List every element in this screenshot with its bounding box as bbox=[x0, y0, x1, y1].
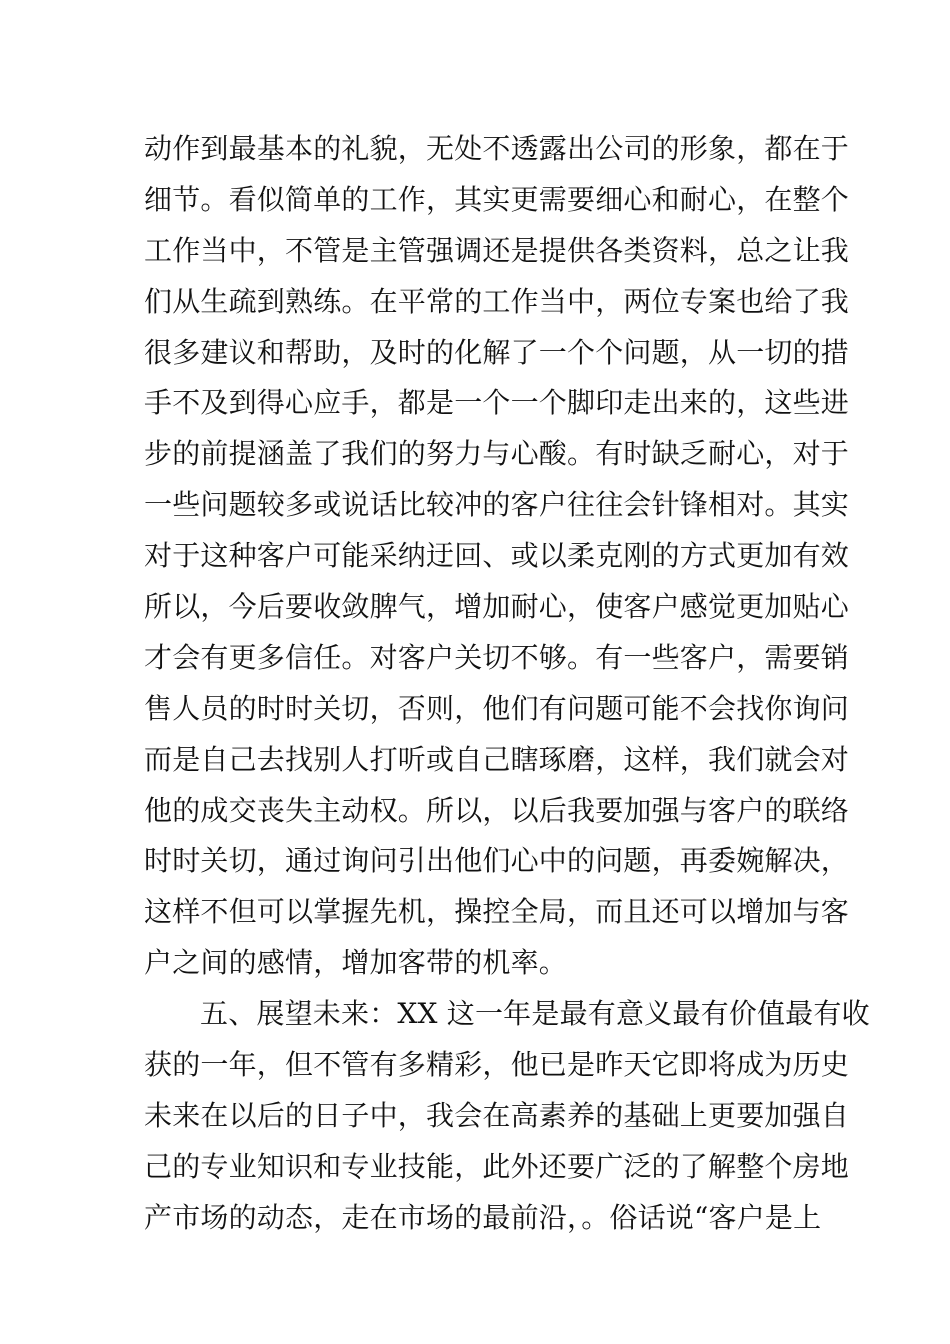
text-line: 售人员的时时关切，否则，他们有问题可能不会找你询问 bbox=[144, 691, 850, 725]
text-line: 己的专业知识和专业技能，此外还要广泛的了解整个房地 bbox=[144, 1149, 850, 1183]
text-line: 他的成交丧失主动权。所以，以后我要加强与客户的联络 bbox=[144, 793, 850, 827]
text-line: 手不及到得心应手，都是一个一个脚印走出来的，这些进 bbox=[144, 386, 850, 420]
text-line: 获的一年，但不管有多精彩，他已是昨天它即将成为历史 bbox=[144, 1048, 850, 1082]
text-line: 们从生疏到熟练。在平常的工作当中，两位专案也给了我 bbox=[144, 284, 850, 318]
text-line: 动作到最基本的礼貌，无处不透露出公司的形象，都在于 bbox=[144, 132, 850, 165]
text-line: 产市场的动态，走在市场的最前沿，。俗话说“客户是上 bbox=[144, 1200, 822, 1234]
text-line: 所以，今后要收敛脾气，增加耐心，使客户感觉更加贴心 bbox=[144, 590, 850, 624]
text-line: 步的前提涵盖了我们的努力与心酸。有时缺乏耐心，对于 bbox=[144, 437, 850, 471]
text-line: 工作当中，不管是主管强调还是提供各类资料，总之让我 bbox=[144, 233, 850, 267]
section-heading-line: 五、展望未来：XX 这一年是最有意义最有价值最有收 bbox=[200, 997, 870, 1031]
text-line: 才会有更多信任。对客户关切不够。有一些客户，需要销 bbox=[144, 640, 850, 674]
text-line: 未来在以后的日子中，我会在高素养的基础上更要加强自 bbox=[144, 1098, 850, 1132]
text-line: 户之间的感情，增加客带的机率。 bbox=[144, 946, 568, 980]
text-line: 时时关切，通过询问引出他们心中的问题，再委婉解决， bbox=[144, 844, 850, 878]
text-line: 对于这种客户可能采纳迂回、或以柔克刚的方式更加有效 bbox=[144, 539, 850, 573]
text-line: 细节。看似简单的工作，其实更需要细心和耐心，在整个 bbox=[144, 182, 850, 216]
text-line: 一些问题较多或说话比较冲的客户往往会针锋相对。其实 bbox=[144, 488, 850, 522]
text-line: 很多建议和帮助，及时的化解了一个个问题，从一切的措 bbox=[144, 335, 850, 369]
text-line: 这样不但可以掌握先机，操控全局，而且还可以增加与客 bbox=[144, 895, 850, 929]
text-line: 而是自己去找别人打听或自己瞎琢磨，这样，我们就会对 bbox=[144, 742, 850, 776]
body-text bbox=[144, 124, 870, 1244]
